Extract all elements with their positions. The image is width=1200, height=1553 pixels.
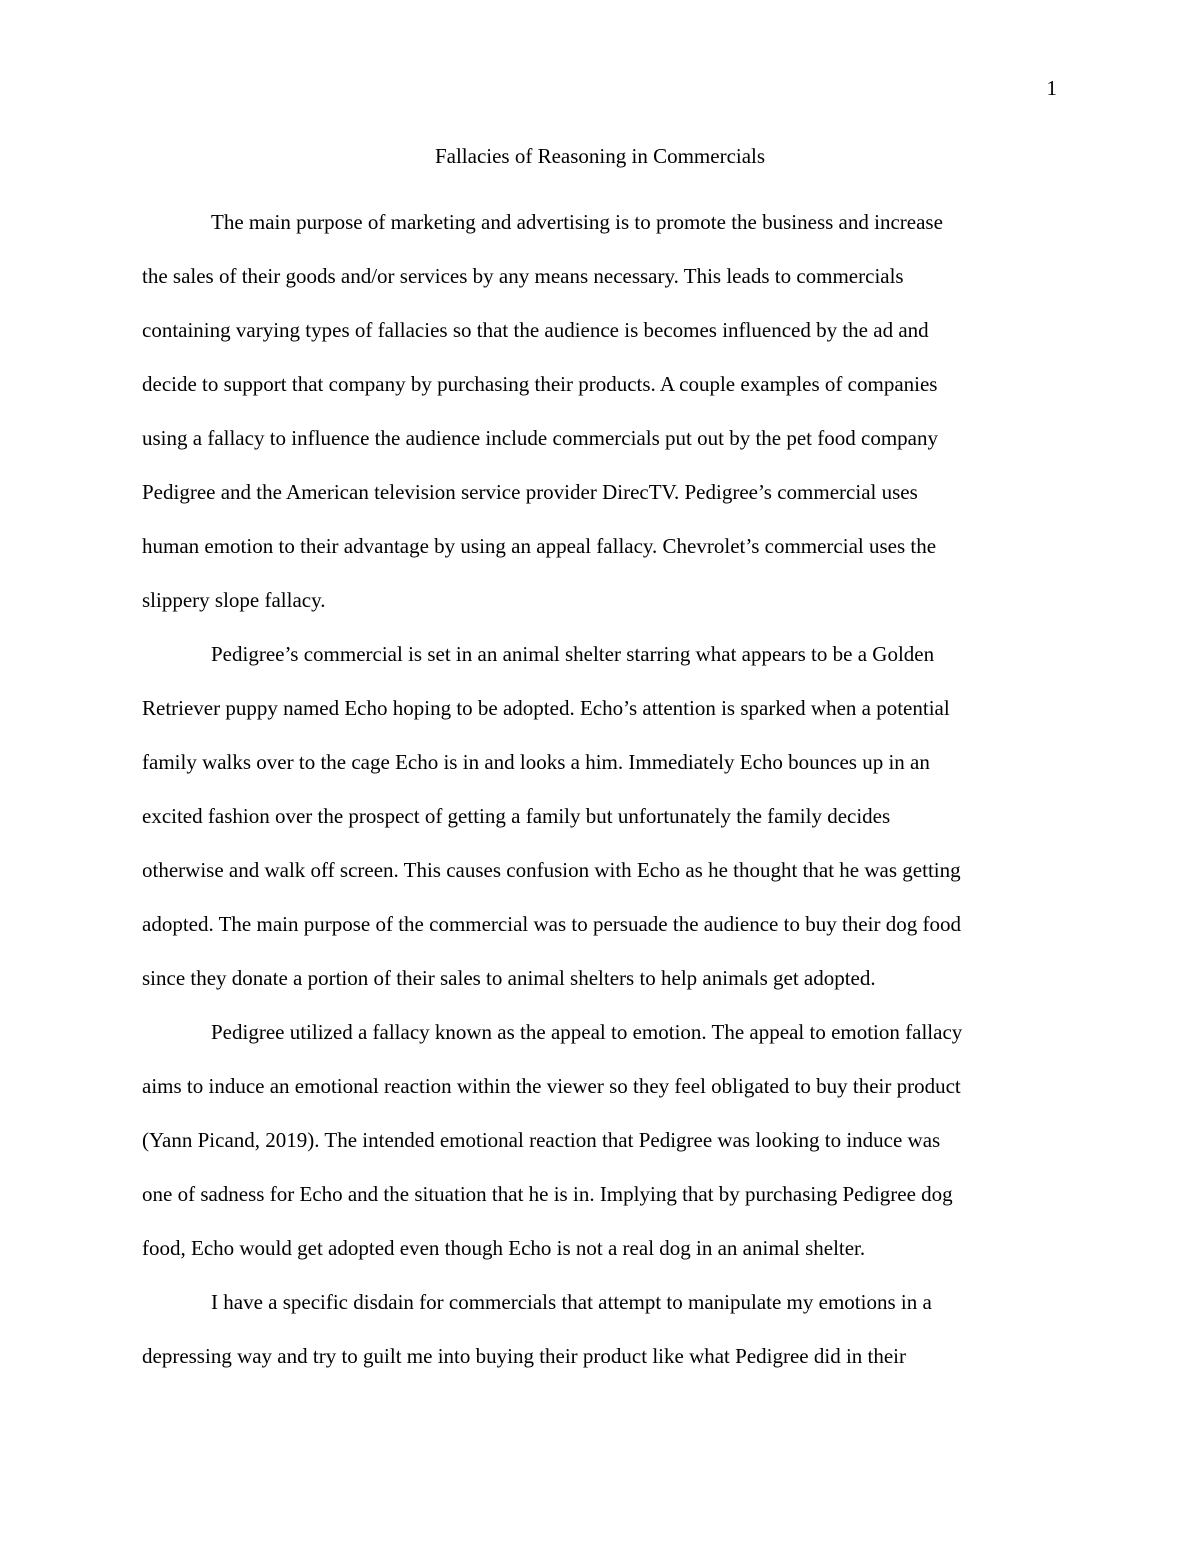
paragraph-1 bbox=[142, 195, 1058, 627]
text-line: I have a specific disdain for commercials that attempt to manipulate my emotions in a bbox=[211, 1290, 932, 1314]
text-line: Pedigree utilized a fallacy known as the appeal to emotion. The appeal to emotion fallacy bbox=[211, 1020, 963, 1044]
document-body bbox=[142, 141, 1058, 1383]
text-line: one of sadness for Echo and the situation that he is in. Implying that by purchasing Pedigree dog bbox=[142, 1182, 953, 1206]
text-line: excited fashion over the prospect of getting a family but unfortunately the family decides bbox=[142, 804, 891, 828]
paragraph-3 bbox=[142, 1005, 1058, 1275]
text-line: depressing way and try to guilt me into buying their product like what Pedigree did in their bbox=[142, 1344, 907, 1368]
text-line: food, Echo would get adopted even though Echo is not a real dog in an animal shelter. bbox=[142, 1236, 866, 1260]
paragraph-2 bbox=[142, 627, 1058, 1005]
text-line: aims to induce an emotional reaction within the viewer so they feel obligated to buy their product bbox=[142, 1074, 961, 1098]
text-line: Pedigree and the American television service provider DirecTV. Pedigree’s commercial uses bbox=[142, 480, 918, 504]
document-title: Fallacies of Reasoning in Commercials bbox=[434, 144, 766, 168]
text-line: since they donate a portion of their sales to animal shelters to help animals get adopted. bbox=[142, 966, 876, 990]
text-line: family walks over to the cage Echo is in and looks a him. Immediately Echo bounces up in an bbox=[142, 750, 930, 774]
text-line: the sales of their goods and/or services by any means necessary. This leads to commercials bbox=[142, 264, 904, 288]
paragraph-4 bbox=[142, 1275, 1058, 1383]
text-line: decide to support that company by purchasing their products. A couple examples of companies bbox=[142, 372, 938, 396]
text-line: slippery slope fallacy. bbox=[142, 588, 326, 612]
text-line: containing varying types of fallacies so that the audience is becomes influenced by the ad and bbox=[142, 318, 929, 342]
text-line: adopted. The main purpose of the commercial was to persuade the audience to buy their dog food bbox=[142, 912, 961, 936]
page-number: 1 bbox=[1046, 76, 1057, 100]
text-line: Retriever puppy named Echo hoping to be adopted. Echo’s attention is sparked when a potential bbox=[142, 696, 950, 720]
text-line: (Yann Picand, 2019). The intended emotional reaction that Pedigree was looking to induce was bbox=[142, 1128, 941, 1152]
text-line: using a fallacy to influence the audience include commercials put out by the pet food company bbox=[142, 426, 938, 450]
text-line: otherwise and walk off screen. This causes confusion with Echo as he thought that he was getting bbox=[142, 858, 961, 882]
text-line: The main purpose of marketing and advertising is to promote the business and increase bbox=[211, 210, 943, 234]
text-line: human emotion to their advantage by using an appeal fallacy. Chevrolet’s commercial uses the bbox=[142, 534, 937, 558]
text-line: Pedigree’s commercial is set in an animal shelter starring what appears to be a Golden bbox=[211, 642, 935, 666]
